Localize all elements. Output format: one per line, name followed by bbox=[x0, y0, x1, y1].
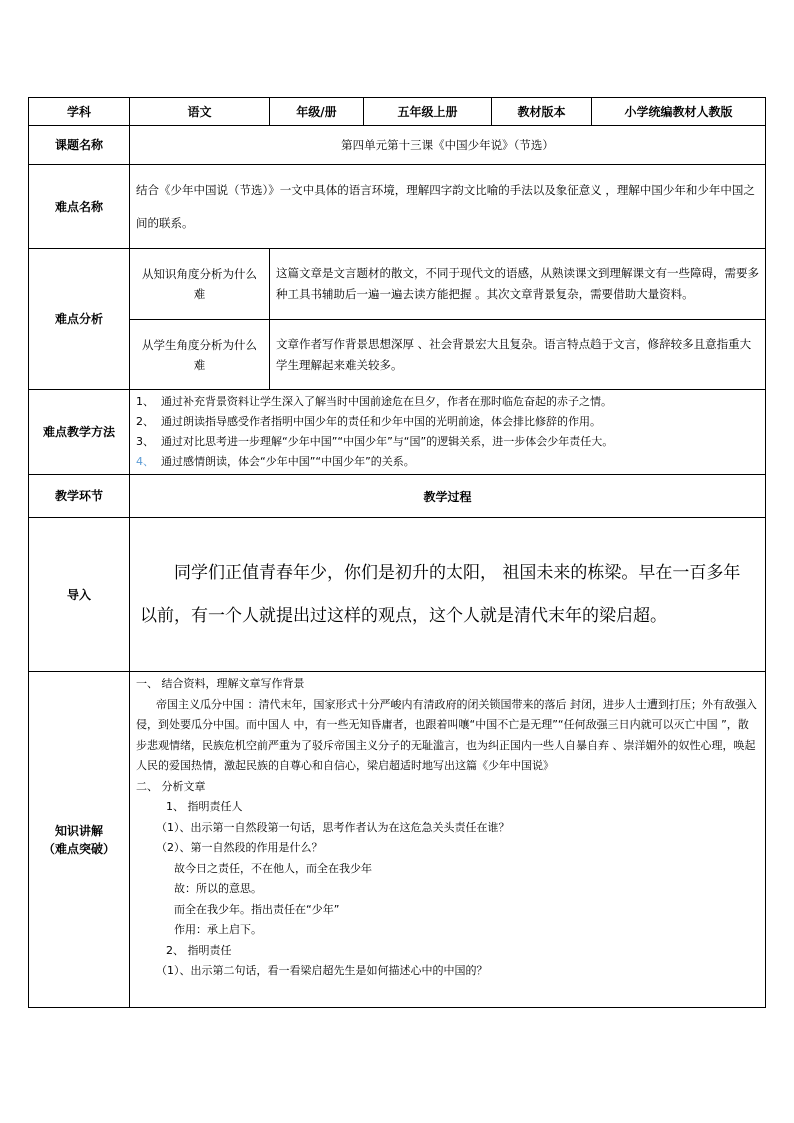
subsection-heading: 2、 指明责任 bbox=[166, 943, 232, 957]
lesson-row bbox=[29, 126, 766, 165]
method-item bbox=[136, 412, 759, 432]
answer-line: 作用：承上启下。 bbox=[174, 923, 262, 936]
method-item bbox=[136, 432, 759, 452]
method-text: 通过感情朗读，体会“少年中国”“中国少年”的关系。 bbox=[161, 455, 415, 468]
student-angle-text: 文章作者写作背景思想深厚 、社会背景宏大且复杂。语言特点趋于文言，修辞较多且意指重大学生理解起来难关较多。 bbox=[270, 320, 766, 390]
knowledge-angle-text: 这篇文章是文言题材的散文，不同于现代文的语感，从熟读课文到理解课文有一些障碍，需要多种工具书辅助后一遍一遍去读方能把握 。其次文章背景复杂，需要借助大量资料。 bbox=[270, 249, 766, 320]
grade-label: 年级/册 bbox=[270, 98, 364, 126]
lesson-plan-table bbox=[28, 97, 766, 1008]
edition-label: 教材版本 bbox=[492, 98, 592, 126]
methods-list bbox=[130, 390, 766, 475]
answer-line: 故今日之责任，不在他人，而全在我少年 bbox=[174, 861, 372, 875]
question-line: （1）、出示第一自然段第一句话，思考作者认为在这危急关头责任在谁？ bbox=[156, 820, 510, 834]
method-item bbox=[136, 392, 759, 412]
analysis-knowledge-row bbox=[29, 249, 766, 320]
method-text: 通过对比思考进一步理解“少年中国”“中国少年”与“国”的逻辑关系，进一步体会少年责任大。 bbox=[161, 435, 614, 448]
question-line: （2）、第一自然段的作用是什么？ bbox=[156, 841, 323, 854]
edition-value: 小学统编教材人教版 bbox=[592, 98, 766, 126]
question-line: （1）、出示第二句话，看一看梁启超先生是如何描述心中的中国的？ bbox=[156, 964, 488, 977]
knowledge-label-line2: （难点突破） bbox=[42, 841, 115, 856]
intro-row bbox=[29, 518, 766, 672]
subject-label: 学科 bbox=[29, 98, 130, 126]
method-number: 3、 bbox=[136, 435, 154, 448]
section-heading: 一、 结合资料，理解文章写作背景 bbox=[136, 677, 305, 690]
method-number: 4、 bbox=[136, 455, 154, 468]
knowledge-row bbox=[29, 672, 766, 1008]
answer-line: 而全在我少年。指出责任在“少年” bbox=[174, 902, 340, 916]
knowledge-label-line1: 知识讲解 bbox=[54, 823, 103, 838]
answer-line: 故：所以的意思。 bbox=[174, 882, 262, 895]
method-item bbox=[136, 452, 759, 472]
knowledge-content bbox=[130, 672, 766, 1008]
method-text: 通过朗读指导感受作者指明中国少年的责任和少年中国的光明前途，体会排比修辞的作用。 bbox=[161, 415, 601, 428]
process-stage-label: 教学环节 bbox=[29, 475, 130, 518]
difficulty-label: 难点名称 bbox=[29, 165, 130, 249]
header-row bbox=[29, 98, 766, 126]
analysis-label: 难点分析 bbox=[29, 249, 130, 390]
method-text: 通过补充背景资料让学生深入了解当时中国前途危在旦夕，作者在那时临危奋起的赤子之情。 bbox=[161, 395, 612, 408]
method-number: 2、 bbox=[136, 415, 154, 428]
method-number: 1、 bbox=[136, 395, 154, 408]
subject-value: 语文 bbox=[130, 98, 270, 126]
difficulty-row bbox=[29, 165, 766, 249]
knowledge-label bbox=[29, 672, 130, 1008]
subsection-heading: 1、 指明责任人 bbox=[166, 800, 243, 813]
methods-row bbox=[29, 390, 766, 475]
process-header-row bbox=[29, 475, 766, 518]
background-paragraph: 帝国主义瓜分中国 ：清代末年，国家形式十分严峻内有清政府的闭关锁国带来的落后 封闭，进步人士遭到打压；外有敌强入侵，到处要瓜分中国。而中国人 中，有一些无知昏庸者，也跟着叫嚷“中国不亡是无理”“任何敌强三日内就可以灭亡中国 ”，散步悲观情绪，民族危机空前严重为了驳斥帝国主义分子的无耻滥言，也为纠正国内一些人自暴自弃 、崇洋媚外的奴性心理，唤起人民的爱国热情，激起民族的自尊心和自信心，梁启超适时地写出这篇《少年中国说》 bbox=[136, 697, 757, 772]
intro-text: 同学们正值青春年少，你们是初升的太阳， 祖国未来的栋梁。早在一百多年以前，有一个人就提出过这样的观点，这个人就是清代末年的梁启超。 bbox=[130, 518, 766, 672]
lesson-title: 第四单元第十三课《中国少年说》（节选） bbox=[130, 126, 766, 165]
knowledge-angle-label: 从知识角度分析为什么难 bbox=[130, 249, 270, 320]
process-title: 教学过程 bbox=[130, 475, 766, 518]
analysis-student-row bbox=[29, 320, 766, 390]
grade-value: 五年级上册 bbox=[364, 98, 492, 126]
student-angle-label: 从学生角度分析为什么难 bbox=[130, 320, 270, 390]
section-heading: 二、 分析文章 bbox=[136, 779, 206, 793]
difficulty-text: 结合《少年中国说（节选）》一文中具体的语言环境，理解四字韵文比喻的手法以及象征意义 ，理解中国少年和少年中国之间的联系。 bbox=[130, 165, 766, 249]
methods-label: 难点教学方法 bbox=[29, 390, 130, 475]
intro-label: 导入 bbox=[29, 518, 130, 672]
lesson-label: 课题名称 bbox=[29, 126, 130, 165]
